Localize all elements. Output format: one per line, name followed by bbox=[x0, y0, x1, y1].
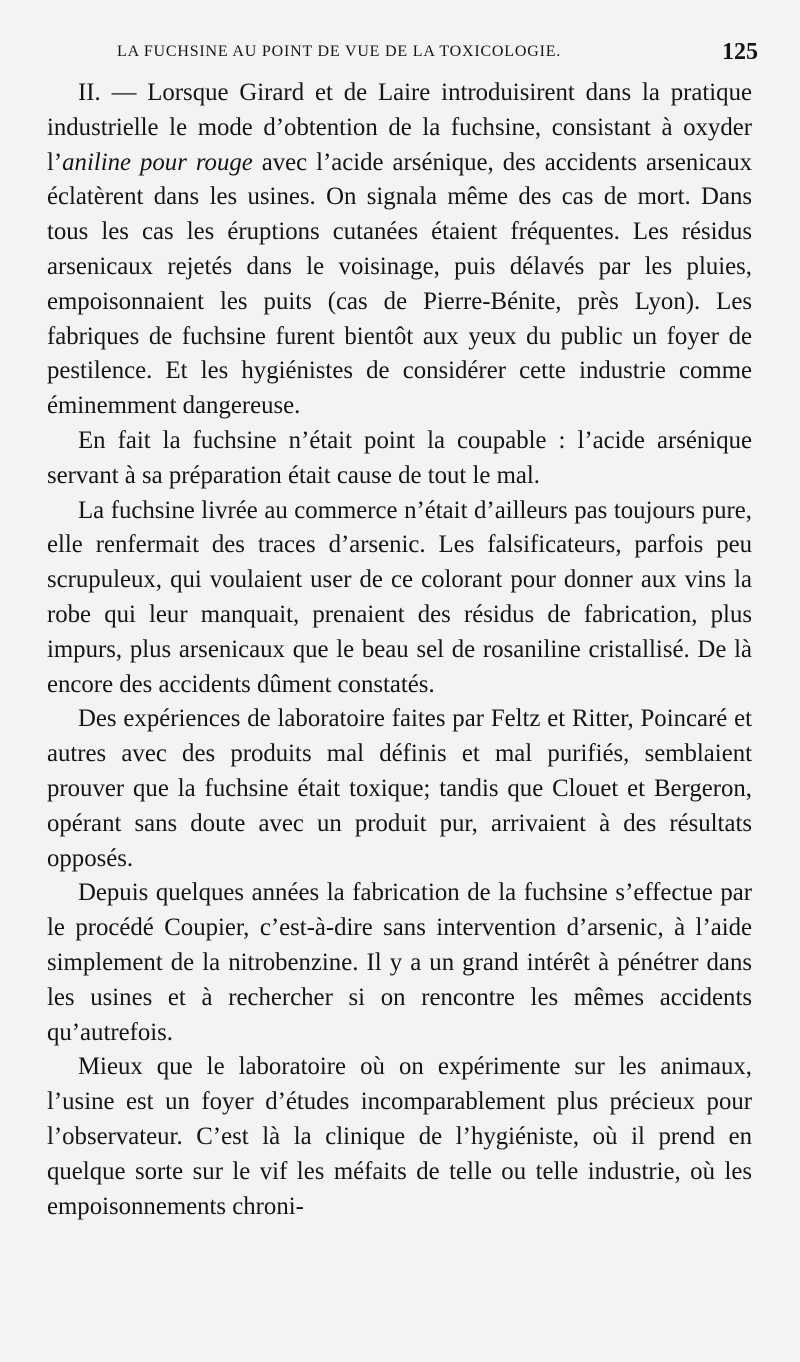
page-header bbox=[47, 40, 758, 68]
page-body bbox=[47, 76, 752, 1224]
paragraph-5: Depuis quelques années la fabrication de la fuchsine s’effectue par le procédé Coupier, c’est-à-dire sans intervention d’arsenic, à l’aide simplement de la nitrobenzine. Il y a un grand intérêt à pénétrer dans les usines et à rechercher si on rencontre les mêmes accidents qu’autrefois. bbox=[47, 879, 752, 1046]
running-title: LA FUCHSINE AU POINT DE VUE DE LA TOXICOLOGIE. bbox=[117, 43, 562, 60]
paragraph-2: En fait la fuchsine n’était point la coupable : l’acide arsénique servant à sa préparation était cause de tout le mal. bbox=[47, 426, 752, 489]
paragraph-4: Des expériences de laboratoire faites par Feltz et Ritter, Poincaré et autres avec des produits mal définis et mal purifiés, semblaient prouver que la fuchsine était toxique; tandis que Clouet et Bergeron, opérant sans doute avec un produit pur, arrivaient à des résultats opposés. bbox=[47, 705, 752, 872]
paragraph-1-italic: aniline pour rouge bbox=[62, 148, 253, 176]
paragraph-1-before: II. — Lorsque Girard et de Laire introduisirent dans la pratique industrielle le mode d’obtention de la fuchsine, consistant à oxyder l’ bbox=[47, 79, 752, 176]
paragraph-1 bbox=[47, 76, 752, 424]
paragraph-3: La fuchsine livrée au commerce n’était d’ailleurs pas toujours pure, elle renfermait des traces d’arsenic. Les falsificateurs, parfois peu scrupuleux, qui voulaient user de ce colorant pour donner aux vins la robe qui leur manquait, prenaient des résidus de fabrication, plus impurs, plus arsenicaux que le beau sel de rosaniline cristallisé. De là encore des accidents dûment constatés. bbox=[47, 496, 752, 698]
paragraph-1-after: avec l’acide arsénique, des accidents arsenicaux éclatèrent dans les usines. On signala même des cas de mort. Dans tous les cas les éruptions cutanées étaient fréquentes. Les résidus arsenicaux rejetés dans le voisinage, puis délavés par les pluies, empoisonnaient les puits (cas de Pierre-Bénite, près Lyon). Les fabriques de fuchsine furent bientôt aux yeux du public un foyer de pestilence. Et les hygiénistes de considérer cette industrie comme éminemment dangereuse. bbox=[47, 148, 752, 420]
paragraph-6: Mieux que le laboratoire où on expérimente sur les animaux, l’usine est un foyer d’études incomparablement plus précieux pour l’observateur. C’est là la clinique de l’hygiéniste, où il prend en quelque sorte sur le vif les méfaits de telle ou telle industrie, où les empoisonnements chroni- bbox=[47, 1053, 752, 1220]
page-number: 125 bbox=[722, 39, 758, 65]
